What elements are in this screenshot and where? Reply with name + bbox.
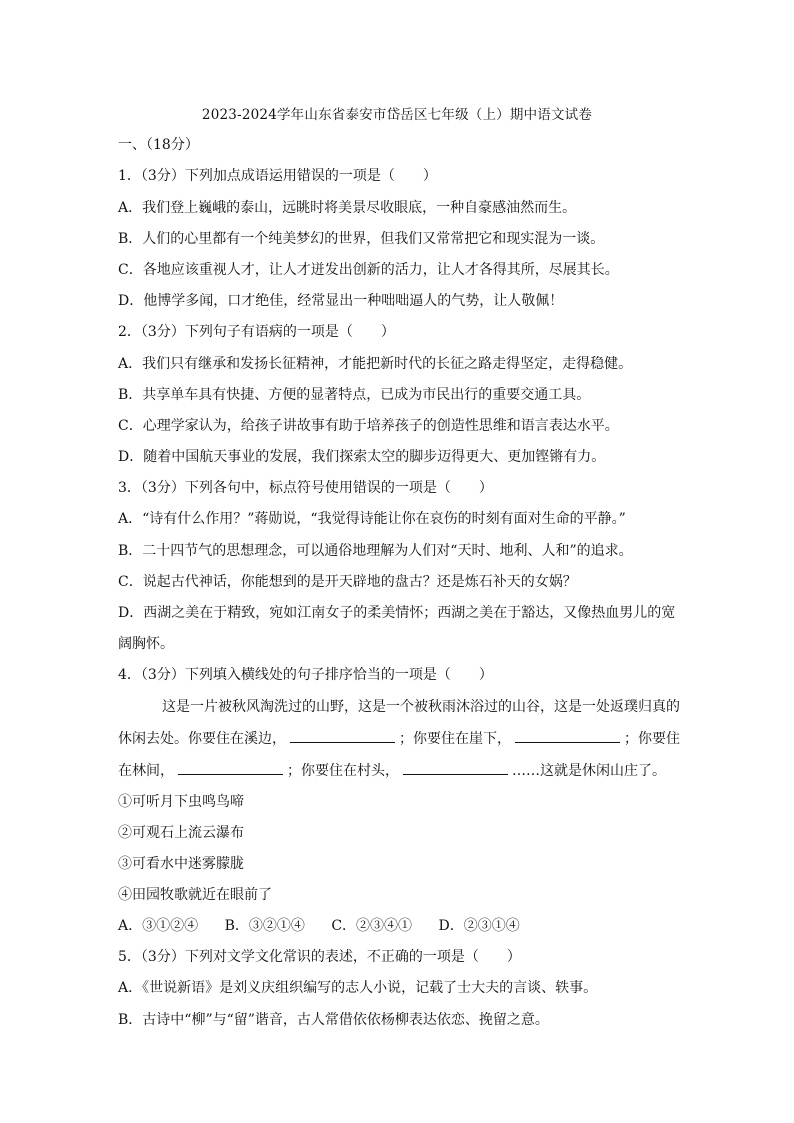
q4-passage-text: ……这就是休闲山庄了。 — [512, 763, 666, 779]
q4-passage-line2 — [118, 728, 680, 748]
q1-option-a: A．我们登上巍峨的泰山，远眺时将美景尽收眼底，一种自豪感油然而生。 — [118, 200, 577, 216]
q4-sentence-3: ③可看水中迷雾朦胧 — [118, 856, 244, 872]
q4-sentence-2: ②可观石上流云瀑布 — [118, 825, 244, 841]
section-header: 一、（18分） — [118, 137, 199, 153]
q4-passage-text: ；你要住 — [624, 731, 680, 747]
q4-option-d: D．②③①④ — [438, 918, 520, 934]
q4-passage-line1: 这是一片被秋风淘洗过的山野，这是一个被秋雨沐浴过的山谷，这是一处返璞归真的 — [162, 699, 680, 715]
q3-option-d-line1: D．西湖之美在于精致，宛如江南女子的柔美情怀；西湖之美在于豁达，又像热血男儿的宽 — [118, 605, 676, 621]
q3-option-c: C．说起古代神话，你能想到的是开天辟地的盘古？还是炼石补天的女娲？ — [118, 574, 577, 590]
q2-stem: 2．（3分）下列句子有语病的一项是（ ） — [118, 324, 395, 340]
q2-option-a: A．我们只有继承和发扬长征精神，才能把新时代的长征之路走得坚定，走得稳健。 — [118, 356, 633, 372]
q1-option-b: B．人们的心里都有一个纯美梦幻的世界，但我们又常常把它和现实混为一谈。 — [118, 231, 605, 247]
q4-passage-text: 在林间， — [118, 763, 174, 779]
q1-option-c: C．各地应该重视人才，让人才迸发出创新的活力，让人才各得其所，尽展其长。 — [118, 262, 619, 278]
q4-option-c: C．②③④① — [331, 918, 413, 934]
blank-line-3[interactable] — [178, 760, 283, 775]
q4-passage-line3 — [118, 760, 666, 780]
q4-option-b: B．③②①④ — [224, 918, 305, 934]
q3-option-d-line2: 阔胸怀。 — [118, 636, 174, 652]
q3-stem: 3．（3分）下列各句中，标点符号使用错误的一项是（ ） — [118, 480, 493, 496]
q2-option-c: C．心理学家认为，给孩子讲故事有助于培养孩子的创造性思维和语言表达水平。 — [118, 418, 619, 434]
exam-title: 2023-2024学年山东省泰安市岱岳区七年级（上）期中语文试卷 — [201, 107, 593, 123]
blank-line-2[interactable] — [515, 728, 620, 743]
q3-option-b: B．二十四节气的思想理念，可以通俗地理解为人们对“天时、地利、人和”的追求。 — [118, 543, 633, 559]
q2-option-b: B．共享单车具有快捷、方便的显著特点，已成为市民出行的重要交通工具。 — [118, 387, 591, 403]
q1-stem: 1．（3分）下列加点成语运用错误的一项是（ ） — [118, 168, 437, 184]
q4-options — [118, 915, 542, 935]
blank-line-1[interactable] — [290, 728, 395, 743]
q4-passage-text: ；你要住在崖下， — [399, 731, 511, 747]
blank-line-4[interactable] — [403, 760, 508, 775]
q5-stem: 5．（3分）下列对文学文化常识的表述，不正确的一项是（ ） — [118, 949, 521, 965]
q1-option-d: D．他博学多闻，口才绝佳，经常显出一种咄咄逼人的气势，让人敬佩！ — [118, 293, 564, 309]
q4-sentence-1: ①可听月下虫鸣鸟啼 — [118, 794, 244, 810]
q4-option-a: A．③①②④ — [118, 918, 199, 934]
q5-option-b: B．古诗中“柳”与“留”谐音，古人常借依依杨柳表达依恋、挽留之意。 — [118, 1012, 549, 1028]
q4-stem: 4．（3分）下列填入横线处的句子排序恰当的一项是（ ） — [118, 667, 493, 683]
q4-passage-text: ；你要住在村头， — [287, 763, 399, 779]
q4-passage-text: 休闲去处。你要住在溪边， — [118, 731, 286, 747]
q3-option-a: A．“诗有什么作用？”蒋勋说，“我觉得诗能让你在哀伤的时刻有面对生命的平静。” — [118, 511, 626, 527]
q2-option-d: D．随着中国航天事业的发展，我们探索太空的脚步迈得更大、更加铿锵有力。 — [118, 449, 606, 465]
q4-sentence-4: ④田园牧歌就近在眼前了 — [118, 887, 272, 903]
q5-option-a: A．《世说新语》是刘义庆组织编写的志人小说，记载了士大夫的言谈、轶事。 — [118, 980, 598, 996]
